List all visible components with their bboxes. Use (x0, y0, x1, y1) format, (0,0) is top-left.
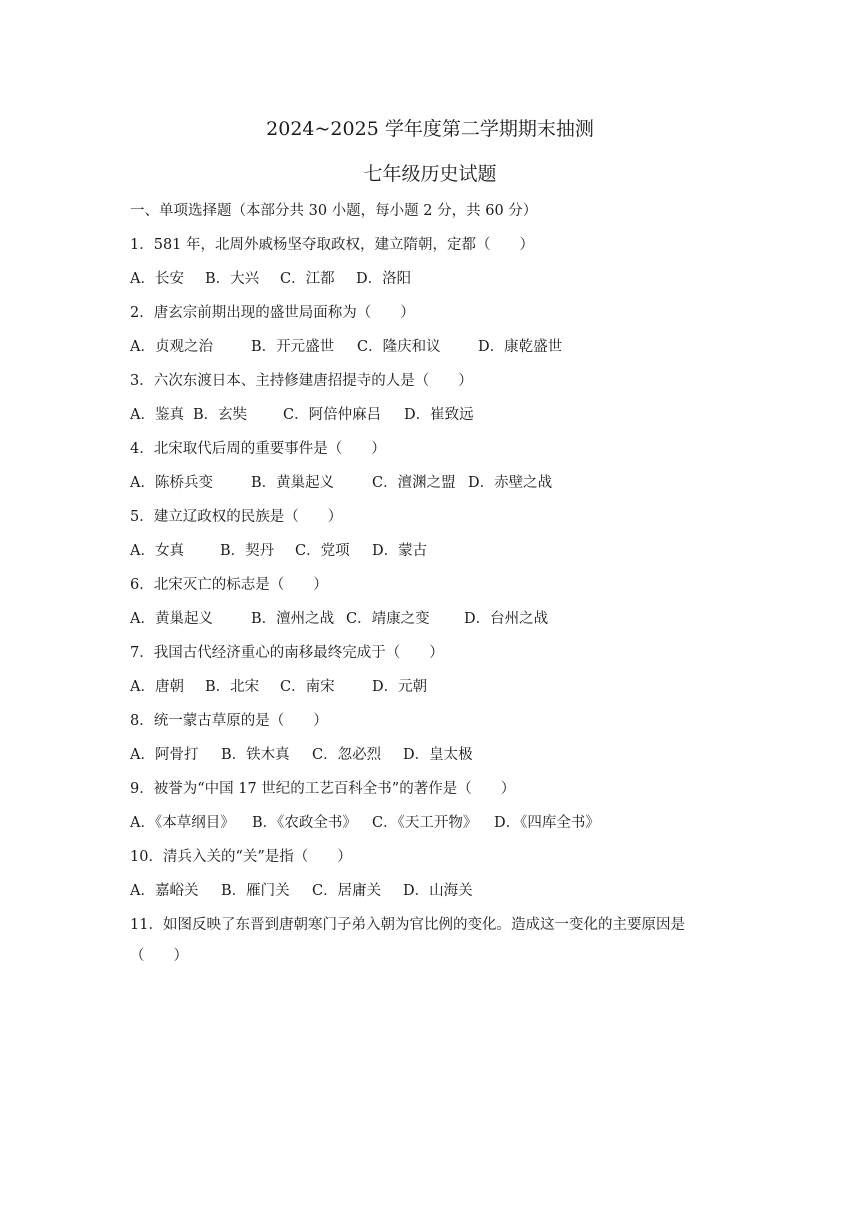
option: A．女真 (130, 543, 184, 559)
option: A．《本草纲目》 (130, 815, 235, 831)
question-stem: 3．六次东渡日本、主持修建唐招提寺的人是（ ） (130, 373, 473, 389)
option: C．忽必烈 (312, 747, 382, 763)
question-stem: 11．如图反映了东晋到唐朝寒门子弟入朝为官比例的变化。造成这一变化的主要原因是 (130, 917, 685, 933)
option: D．洛阳 (356, 271, 412, 287)
option: B．契丹 (220, 543, 275, 559)
figure-area (130, 975, 730, 1175)
option: A．长安 (130, 271, 184, 287)
option: D．台州之战 (464, 611, 549, 627)
option: D．《四库全书》 (494, 815, 600, 831)
option: D．皇太极 (403, 747, 473, 763)
option: D．元朝 (372, 679, 428, 695)
option: A．嘉峪关 (130, 883, 199, 899)
question-stem: 2．唐玄宗前期出现的盛世局面称为（ ） (130, 305, 415, 321)
question-stem: 6．北宋灭亡的标志是（ ） (130, 577, 328, 593)
option: A．陈桥兵变 (130, 475, 213, 491)
option: A．鉴真 (130, 407, 184, 423)
option: C．澶渊之盟 (372, 475, 456, 491)
option: C．党项 (295, 543, 350, 559)
option: C．居庸关 (312, 883, 382, 899)
option: D．赤壁之战 (468, 475, 553, 491)
question-options (130, 473, 552, 493)
option: B．黄巢起义 (251, 475, 335, 491)
option: B．开元盛世 (251, 339, 335, 355)
option: D．山海关 (403, 883, 473, 899)
option: C．江都 (280, 271, 335, 287)
option: B．玄奘 (193, 407, 248, 423)
question-options (130, 405, 474, 425)
question-options (130, 541, 427, 561)
option: A．贞观之治 (130, 339, 213, 355)
option: C．《天工开物》 (372, 815, 478, 831)
question-options (130, 337, 562, 357)
question-stem: 7．我国古代经济重心的南移最终完成于（ ） (130, 645, 444, 661)
section-heading: 一、单项选择题（本部分共 30 小题，每小题 2 分，共 60 分） (130, 203, 538, 219)
option: C．南宋 (280, 679, 335, 695)
question-stem: 4．北宋取代后周的重要事件是（ ） (130, 441, 386, 457)
question-options (130, 881, 473, 901)
option: B．北宋 (205, 679, 260, 695)
option: C．靖康之变 (346, 611, 430, 627)
option: B．雁门关 (221, 883, 290, 899)
option: B．澶州之战 (251, 611, 335, 627)
question-options (130, 269, 411, 289)
question-options (130, 745, 473, 765)
question-options (130, 609, 548, 629)
question-stem: 10．清兵入关的“关”是指（ ） (130, 849, 352, 865)
option: A．阿骨打 (130, 747, 199, 763)
option: D．康乾盛世 (478, 339, 563, 355)
option: A．黄巢起义 (130, 611, 213, 627)
question-stem: 5．建立辽政权的民族是（ ） (130, 509, 343, 525)
option: B．大兴 (205, 271, 260, 287)
question-options (130, 677, 427, 697)
exam-subtitle: 七年级历史试题 (363, 163, 497, 185)
option: D．蒙古 (372, 543, 428, 559)
question-stem: 1．581 年，北周外戚杨坚夺取政权，建立隋朝，定都（ ） (130, 237, 535, 253)
option: A．唐朝 (130, 679, 184, 695)
question-options (130, 813, 600, 833)
exam-title: 2024~2025 学年度第二学期期末抽测 (266, 118, 594, 140)
option: D．崔致远 (404, 407, 474, 423)
question-stem: 9．被誉为“中国 17 世纪的工艺百科全书”的著作是（ ） (130, 781, 516, 797)
question-stem-continuation: （ ） (130, 948, 188, 964)
option: B．铁木真 (221, 747, 290, 763)
question-stem: 8．统一蒙古草原的是（ ） (130, 713, 328, 729)
option: C．阿倍仲麻吕 (283, 407, 382, 423)
option: B．《农政全书》 (252, 815, 357, 831)
option: C．隆庆和议 (357, 339, 441, 355)
